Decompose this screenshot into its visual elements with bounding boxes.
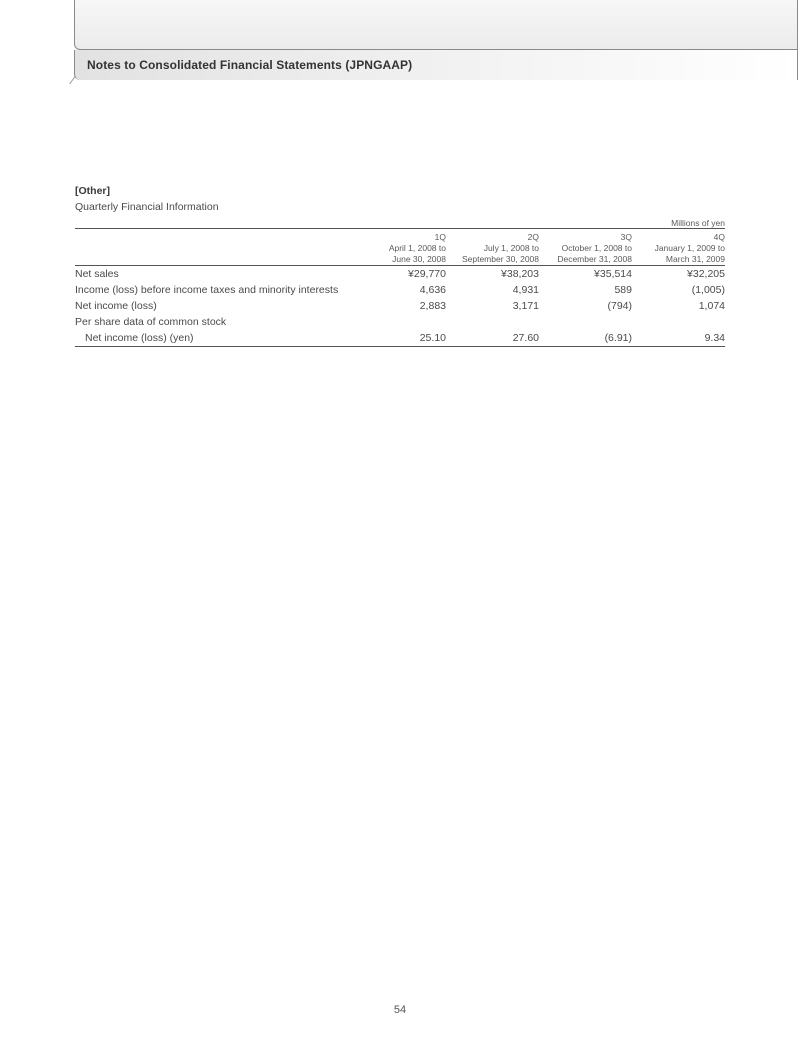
section-header-band: [74, 50, 798, 80]
row-label: Net sales: [75, 268, 119, 280]
cell-value: (794): [607, 300, 632, 312]
table-row: [75, 298, 725, 314]
table-row: [75, 266, 725, 283]
page-title: Notes to Consolidated Financial Statements (JPNGAAP): [87, 58, 413, 72]
header-spacer: [75, 242, 353, 253]
table-row: [75, 314, 725, 330]
column-period-from: October 1, 2008 to: [561, 243, 632, 253]
row-label: Per share data of common stock: [75, 316, 227, 328]
cell-value: [632, 314, 725, 330]
quarterly-financial-table: [75, 228, 725, 347]
column-period-from: April 1, 2008 to: [388, 243, 446, 253]
page-number: 54: [393, 1004, 407, 1016]
cell-value: 589: [614, 284, 632, 296]
cell-value: [353, 314, 446, 330]
cell-value: [446, 314, 539, 330]
unit-label: Millions of yen: [671, 218, 725, 228]
header-row-to: [75, 253, 725, 266]
cell-value: [539, 314, 632, 330]
cell-value: ¥32,205: [687, 268, 725, 280]
column-quarter: 4Q: [632, 229, 725, 243]
header-corner-decoration: [69, 76, 83, 84]
header-row-from: [75, 242, 725, 253]
cell-value: 4,636: [419, 284, 446, 296]
cell-value: (6.91): [539, 330, 632, 347]
top-banner-panel: [74, 0, 798, 50]
cell-value: 9.34: [632, 330, 725, 347]
cell-value: (1,005): [691, 284, 725, 296]
table-row: [75, 330, 725, 347]
column-quarter: 2Q: [446, 229, 539, 243]
column-quarter: 1Q: [353, 229, 446, 243]
table-row: [75, 282, 725, 298]
column-quarter: 3Q: [539, 229, 632, 243]
header-spacer: [75, 253, 353, 266]
column-period-from: July 1, 2008 to: [483, 243, 539, 253]
cell-value: ¥38,203: [501, 268, 539, 280]
column-period-to: June 30, 2008: [353, 253, 446, 266]
row-label: Net income (loss) (yen): [75, 330, 353, 347]
section-subtitle: Quarterly Financial Information: [75, 201, 219, 213]
row-label: Income (loss) before income taxes and minority interests: [75, 284, 339, 296]
cell-value: ¥35,514: [594, 268, 632, 280]
cell-value: 4,931: [512, 284, 539, 296]
cell-value: ¥29,770: [408, 268, 446, 280]
cell-value: 3,171: [512, 300, 539, 312]
row-label: Net income (loss): [75, 300, 157, 312]
cell-value: 25.10: [353, 330, 446, 347]
cell-value: 1,074: [698, 300, 725, 312]
column-period-to: March 31, 2009: [632, 253, 725, 266]
column-period-to: September 30, 2008: [446, 253, 539, 266]
cell-value: 27.60: [446, 330, 539, 347]
header-row-quarter: [75, 229, 725, 243]
section-heading: [Other]: [75, 185, 110, 197]
cell-value: 2,883: [419, 300, 446, 312]
column-period-to: December 31, 2008: [539, 253, 632, 266]
column-period-from: January 1, 2009 to: [654, 243, 725, 253]
header-spacer: [75, 229, 353, 243]
